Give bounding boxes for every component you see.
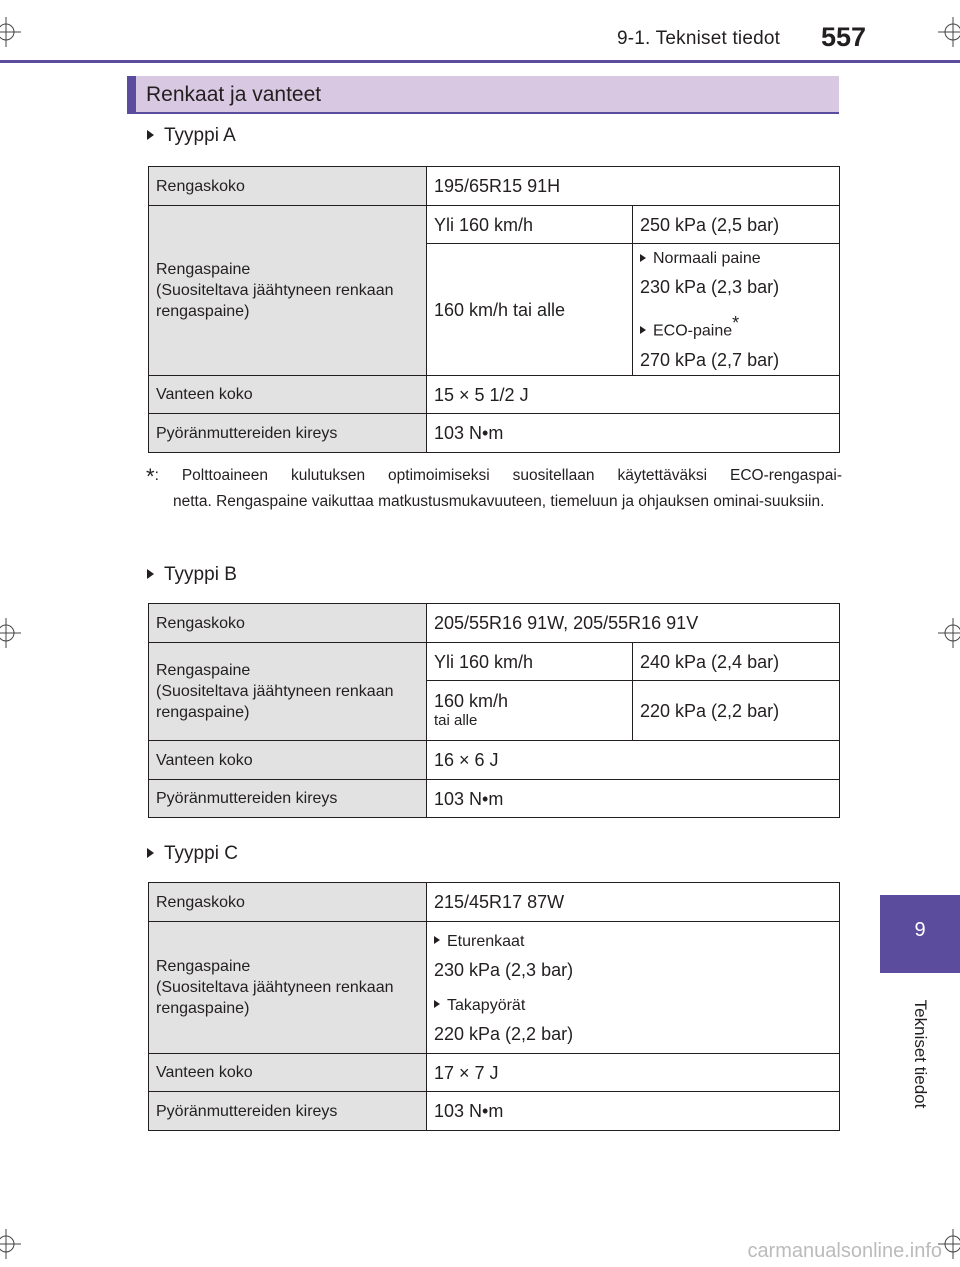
tire-size-value: 195/65R15 91H: [427, 167, 840, 206]
header-rule: [0, 60, 960, 63]
table-row: [149, 780, 840, 818]
table-row: [149, 922, 840, 1054]
registration-mark-top-left: [0, 17, 21, 47]
wheel-size-label: Vanteen koko: [149, 376, 427, 414]
table-row: [149, 643, 840, 681]
tire-size-label: Rengaskoko: [149, 883, 427, 922]
table-row: [149, 206, 840, 244]
section-title-bar: [127, 76, 839, 114]
tire-size-label: Rengaskoko: [149, 604, 427, 643]
arrow-bullet-icon: [147, 130, 154, 140]
speed-high: Yli 160 km/h: [427, 206, 633, 244]
tire-size-value: 205/55R16 91W, 205/55R16 91V: [427, 604, 840, 643]
rear-tires-value: 220 kPa (2,2 bar): [434, 1023, 574, 1044]
front-tires-item: Eturenkaat: [434, 930, 832, 954]
wheel-size-label: Vanteen koko: [149, 1054, 427, 1092]
arrow-bullet-icon: [147, 848, 154, 858]
footnote-continuation: netta. Rengaspaine vaikuttaa matkustusmukavuuteen, tiemeluun ja ohjauksen ominai-suuksiin.: [173, 493, 825, 510]
arrow-bullet-icon: [640, 326, 646, 334]
table-row: [149, 414, 840, 453]
speed-low: 160 km/h tai alle: [427, 244, 633, 376]
section-title: Renkaat ja vanteet: [146, 83, 322, 106]
rear-tires-item: Takapyörät: [434, 994, 832, 1018]
normal-pressure-item: Normaali paine: [640, 247, 832, 271]
speed-high: Yli 160 km/h: [427, 643, 633, 681]
chapter-tab: [880, 895, 960, 973]
wheel-size-value: 15 × 5 1/2 J: [427, 376, 840, 414]
footnote-line-1: : Polttoaineen kulutuksen optimoimiseksi suositellaan käytettäväksi ECO-rengaspai-: [154, 467, 842, 484]
type-b-heading: Tyyppi B: [147, 564, 237, 586]
table-row: [149, 1054, 840, 1092]
footnote: [146, 460, 842, 515]
table-row: [149, 376, 840, 414]
tire-size-label: Rengaskoko: [149, 167, 427, 206]
wheel-size-label: Vanteen koko: [149, 741, 427, 780]
speed-low-line-1: 160 km/h: [434, 690, 509, 711]
arrow-bullet-icon: [147, 569, 154, 579]
nut-torque-value: 103 N•m: [427, 414, 840, 453]
tire-pressure-label: Rengaspaine (Suositeltava jäähtyneen renkaan rengaspaine): [149, 643, 427, 741]
front-tires-value: 230 kPa (2,3 bar): [434, 959, 574, 980]
table-row: [149, 1092, 840, 1131]
nut-torque-value: 103 N•m: [427, 780, 840, 818]
pressure-high: 240 kPa (2,4 bar): [633, 643, 840, 681]
tire-size-value: 215/45R17 87W: [427, 883, 840, 922]
speed-low: [427, 681, 633, 741]
pressure-low-cell: [633, 244, 840, 376]
footnote-mark: *: [732, 313, 740, 334]
type-a-spec-table: [148, 166, 840, 453]
type-a-heading: Tyyppi A: [147, 125, 236, 147]
normal-pressure-value: 230 kPa (2,3 bar): [640, 277, 780, 298]
arrow-bullet-icon: [434, 1000, 440, 1008]
chapter-tab-label: Tekniset tiedot: [911, 999, 930, 1109]
tire-pressure-label: Rengaspaine (Suositeltava jäähtyneen renkaan rengaspaine): [149, 206, 427, 376]
footnote-star: *: [146, 464, 155, 489]
eco-pressure-item: ECO-paine*: [640, 311, 832, 343]
registration-mark-mid-left: [0, 618, 21, 648]
tire-pressure-label: Rengaspaine (Suositeltava jäähtyneen renkaan rengaspaine): [149, 922, 427, 1054]
nut-torque-label: Pyöränmuttereiden kireys: [149, 414, 427, 453]
arrow-bullet-icon: [640, 254, 646, 262]
chapter-title: 9-1. Tekniset tiedot: [617, 28, 781, 49]
table-row: [149, 167, 840, 206]
table-row: [149, 883, 840, 922]
watermark: carmanualsonline.info: [747, 1240, 942, 1262]
registration-mark-mid-right: [938, 618, 960, 648]
registration-mark-bottom-left: [0, 1229, 21, 1259]
wheel-size-value: 17 × 7 J: [427, 1054, 840, 1092]
type-c-spec-table: [148, 882, 840, 1131]
nut-torque-label: Pyöränmuttereiden kireys: [149, 780, 427, 818]
pressure-low: 220 kPa (2,2 bar): [633, 681, 840, 741]
pressure-high: 250 kPa (2,5 bar): [633, 206, 840, 244]
table-row: [149, 741, 840, 780]
nut-torque-value: 103 N•m: [427, 1092, 840, 1131]
pressure-cell: [427, 922, 840, 1054]
nut-torque-label: Pyöränmuttereiden kireys: [149, 1092, 427, 1131]
registration-mark-top-right: [938, 17, 960, 47]
eco-pressure-value: 270 kPa (2,7 bar): [640, 349, 780, 370]
type-c-heading: Tyyppi C: [147, 843, 238, 865]
speed-low-line-2: tai alle: [434, 711, 478, 729]
page-number: 557: [821, 22, 867, 52]
arrow-bullet-icon: [434, 936, 440, 944]
wheel-size-value: 16 × 6 J: [427, 741, 840, 780]
type-b-spec-table: [148, 603, 840, 818]
chapter-tab-number: 9: [914, 919, 926, 941]
table-row: [149, 604, 840, 643]
